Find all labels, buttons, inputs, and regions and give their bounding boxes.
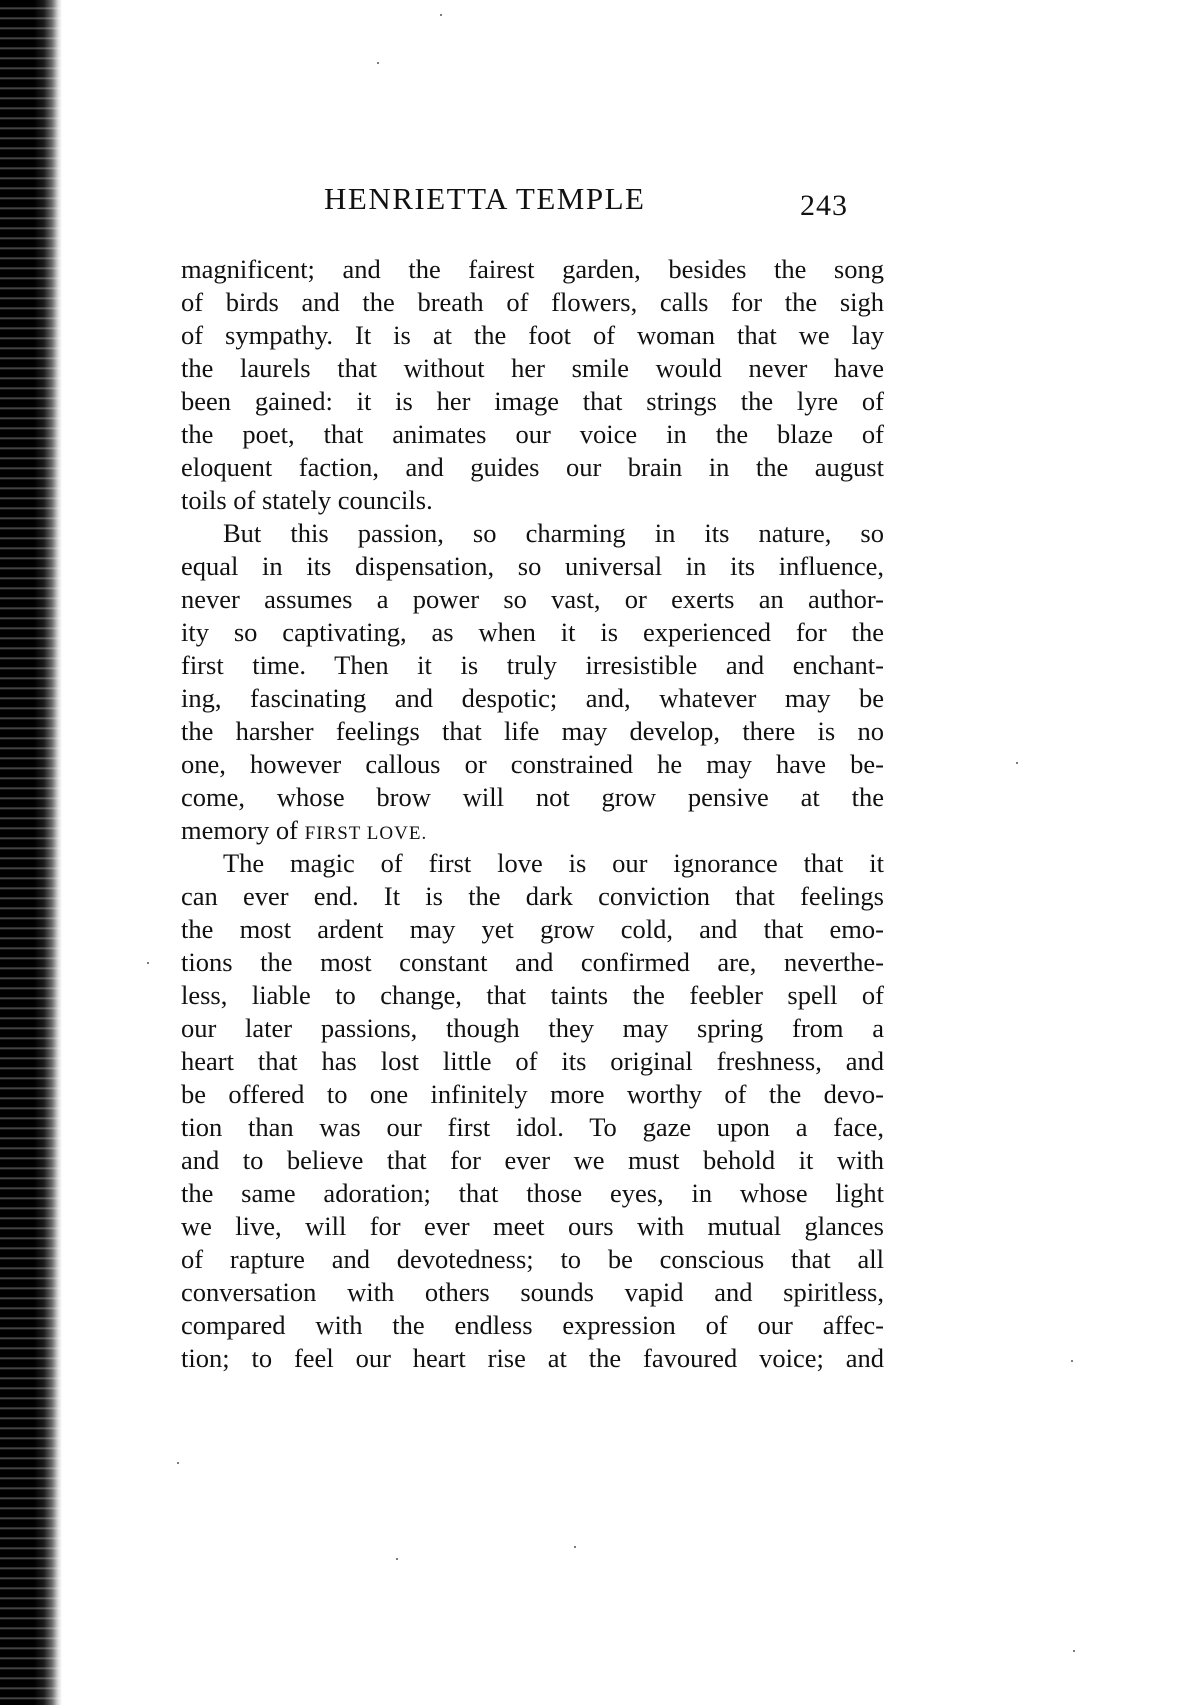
text-line: the most ardent may yet grow cold, and that emo-: [181, 914, 884, 944]
text-line: we live, will for ever meet ours with mutual glances: [181, 1211, 884, 1241]
book-binding-edge: [0, 0, 62, 1705]
text-line: come, whose brow will not grow pensive at the: [181, 782, 884, 812]
text-line: one, however callous or constrained he may have be-: [181, 749, 884, 779]
text-line: eloquent faction, and guides our brain in the august: [181, 452, 884, 482]
paper-speck: [574, 1546, 576, 1548]
page-number: 243: [800, 189, 848, 222]
paper-speck: [377, 62, 379, 64]
text-line: been gained: it is her image that strings the lyre of: [181, 386, 884, 416]
body-text: [181, 253, 884, 1375]
text-line: of sympathy. It is at the foot of woman that we lay: [181, 320, 884, 350]
text-line: the poet, that animates our voice in the blaze of: [181, 419, 884, 449]
text-line: the laurels that without her smile would never have: [181, 353, 884, 383]
paper-speck: [396, 1558, 398, 1560]
text-line: the harsher feelings that life may develop, there is no: [181, 716, 884, 746]
running-head: HENRIETTA TEMPLE: [324, 181, 646, 216]
text-line: [181, 814, 884, 847]
text-line: of rapture and devotedness; to be conscious that all: [181, 1244, 884, 1274]
text-line: of birds and the breath of flowers, calls for the sigh: [181, 287, 884, 317]
text-line: can ever end. It is the dark conviction that feelings: [181, 881, 884, 911]
paper-speck: [1071, 1360, 1073, 1362]
paper-speck: [147, 962, 149, 964]
text-line: magnificent; and the fairest garden, besides the song: [181, 254, 884, 284]
text-line: ing, fascinating and despotic; and, whatever may be: [181, 683, 884, 713]
text-line: tion; to feel our heart rise at the favoured voice; and: [181, 1343, 884, 1373]
text-line: be offered to one infinitely more worthy of the devo-: [181, 1079, 884, 1109]
text-line: first time. Then it is truly irresistible and enchant-: [181, 650, 884, 680]
text-line: tions the most constant and confirmed are, neverthe-: [181, 947, 884, 977]
text-line: less, liable to change, that taints the feebler spell of: [181, 980, 884, 1010]
small-caps-phrase: FIRST LOVE.: [304, 823, 428, 844]
text-line: never assumes a power so vast, or exerts an author-: [181, 584, 884, 614]
text-line: The magic of first love is our ignorance that it: [223, 848, 884, 878]
paper-speck: [1073, 1650, 1075, 1652]
text-line: the same adoration; that those eyes, in whose light: [181, 1178, 884, 1208]
text-line: equal in its dispensation, so universal in its influence,: [181, 551, 884, 581]
text-line: tion than was our first idol. To gaze upon a face,: [181, 1112, 884, 1142]
text-line: our later passions, though they may spring from a: [181, 1013, 884, 1043]
paper-speck: [177, 1462, 179, 1464]
text-line: and to believe that for ever we must behold it with: [181, 1145, 884, 1175]
text-line-prefix: memory of: [181, 815, 305, 845]
paper-speck: [1016, 762, 1018, 764]
text-line: toils of stately councils.: [181, 485, 433, 515]
text-line: compared with the endless expression of our affec-: [181, 1310, 884, 1340]
text-line: But this passion, so charming in its nature, so: [223, 518, 884, 548]
paper-speck: [440, 14, 442, 16]
text-line: ity so captivating, as when it is experienced for the: [181, 617, 884, 647]
text-line: conversation with others sounds vapid and spiritless,: [181, 1277, 884, 1307]
text-line: heart that has lost little of its original freshness, and: [181, 1046, 884, 1076]
